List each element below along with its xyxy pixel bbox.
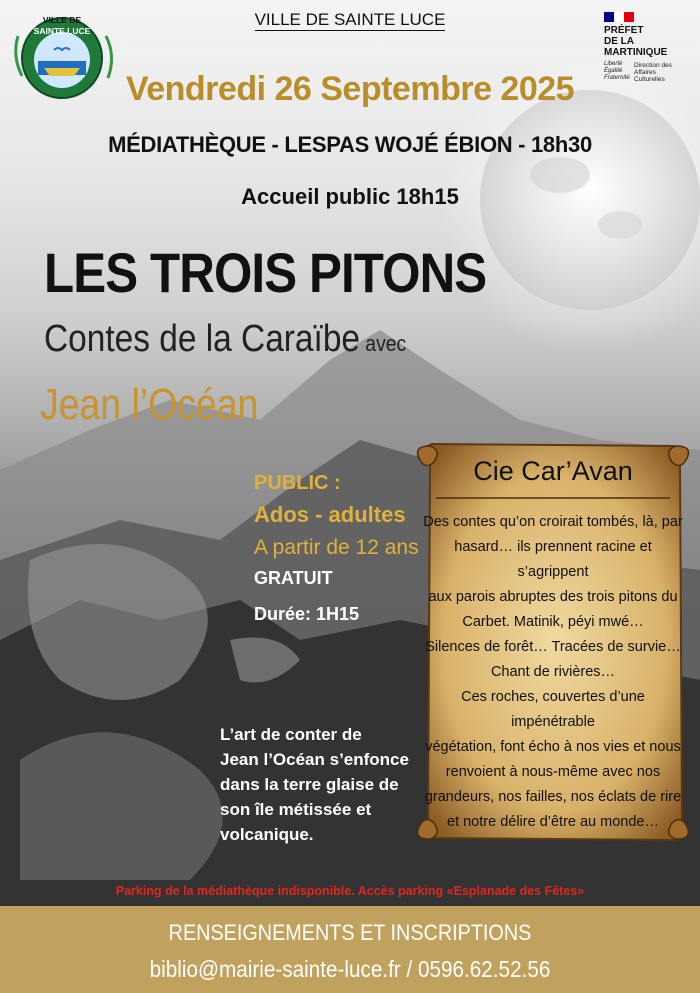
- event-reception: Accueil public 18h15: [241, 184, 459, 209]
- age-limit: A partir de 12 ans: [254, 536, 419, 559]
- svg-text:SAINTE LUCE: SAINTE LUCE: [33, 26, 91, 36]
- parking-notice: Parking de la médiathèque indisponible. Accès parking «Esplanade des Fêtes»: [115, 884, 585, 898]
- price: GRATUIT: [254, 568, 333, 588]
- artist-name: Jean l’Océan: [40, 380, 259, 429]
- company-description: Des contes qu’on croirait tombés, là, par hasard… ils prennent racine et s’agrippent aux parois abruptes des trois pitons du Carbet. Matinik, péyi mwé… Silences de forêt… Tracées de survie… Chant de rivières… Ces roches, couvertes d’une impénétrable végétation, font écho à nos vies et nous renvoient à nous-même avec nos grandeurs, nos failles, nos éclats de rire et notre délire d’être au monde…: [423, 514, 683, 830]
- footer-title: RENSEIGNEMENTS ET INSCRIPTIONS: [168, 920, 532, 945]
- company-name: Cie Car’Avan: [473, 456, 633, 486]
- prefet-motto: Liberté Égalité Fraternité: [604, 61, 630, 81]
- prefet-title: PRÉFET DE LA MARTINIQUE: [604, 25, 668, 58]
- footer-contact[interactable]: biblio@mairie-sainte-luce.fr / 0596.62.52.56: [149, 956, 551, 982]
- public-label: PUBLIC :: [254, 472, 341, 494]
- svg-text:VILLE DE: VILLE DE: [42, 15, 82, 25]
- event-date: Vendredi 26 Septembre 2025: [125, 70, 575, 108]
- prefet-direction: Direction des Affaires Culturelles: [634, 62, 672, 83]
- duration: Durée: 1H15: [254, 604, 360, 624]
- event-subtitle: Contes de la Caraïbe avec: [44, 318, 407, 360]
- event-title: LES TROIS PITONS: [44, 241, 487, 304]
- event-venue: MÉDIATHÈQUE - LESPAS WOJÉ ÉBION - 18h30: [108, 132, 592, 157]
- town-header: VILLE DE SAINTE LUCE: [254, 10, 446, 29]
- french-flag-icon: [604, 12, 634, 22]
- audience: Ados - adultes: [254, 502, 406, 527]
- art-description: L’art de conter de Jean l’Océan s’enfonce dans la terre glaise de son île métissée et volcanique.: [220, 725, 409, 844]
